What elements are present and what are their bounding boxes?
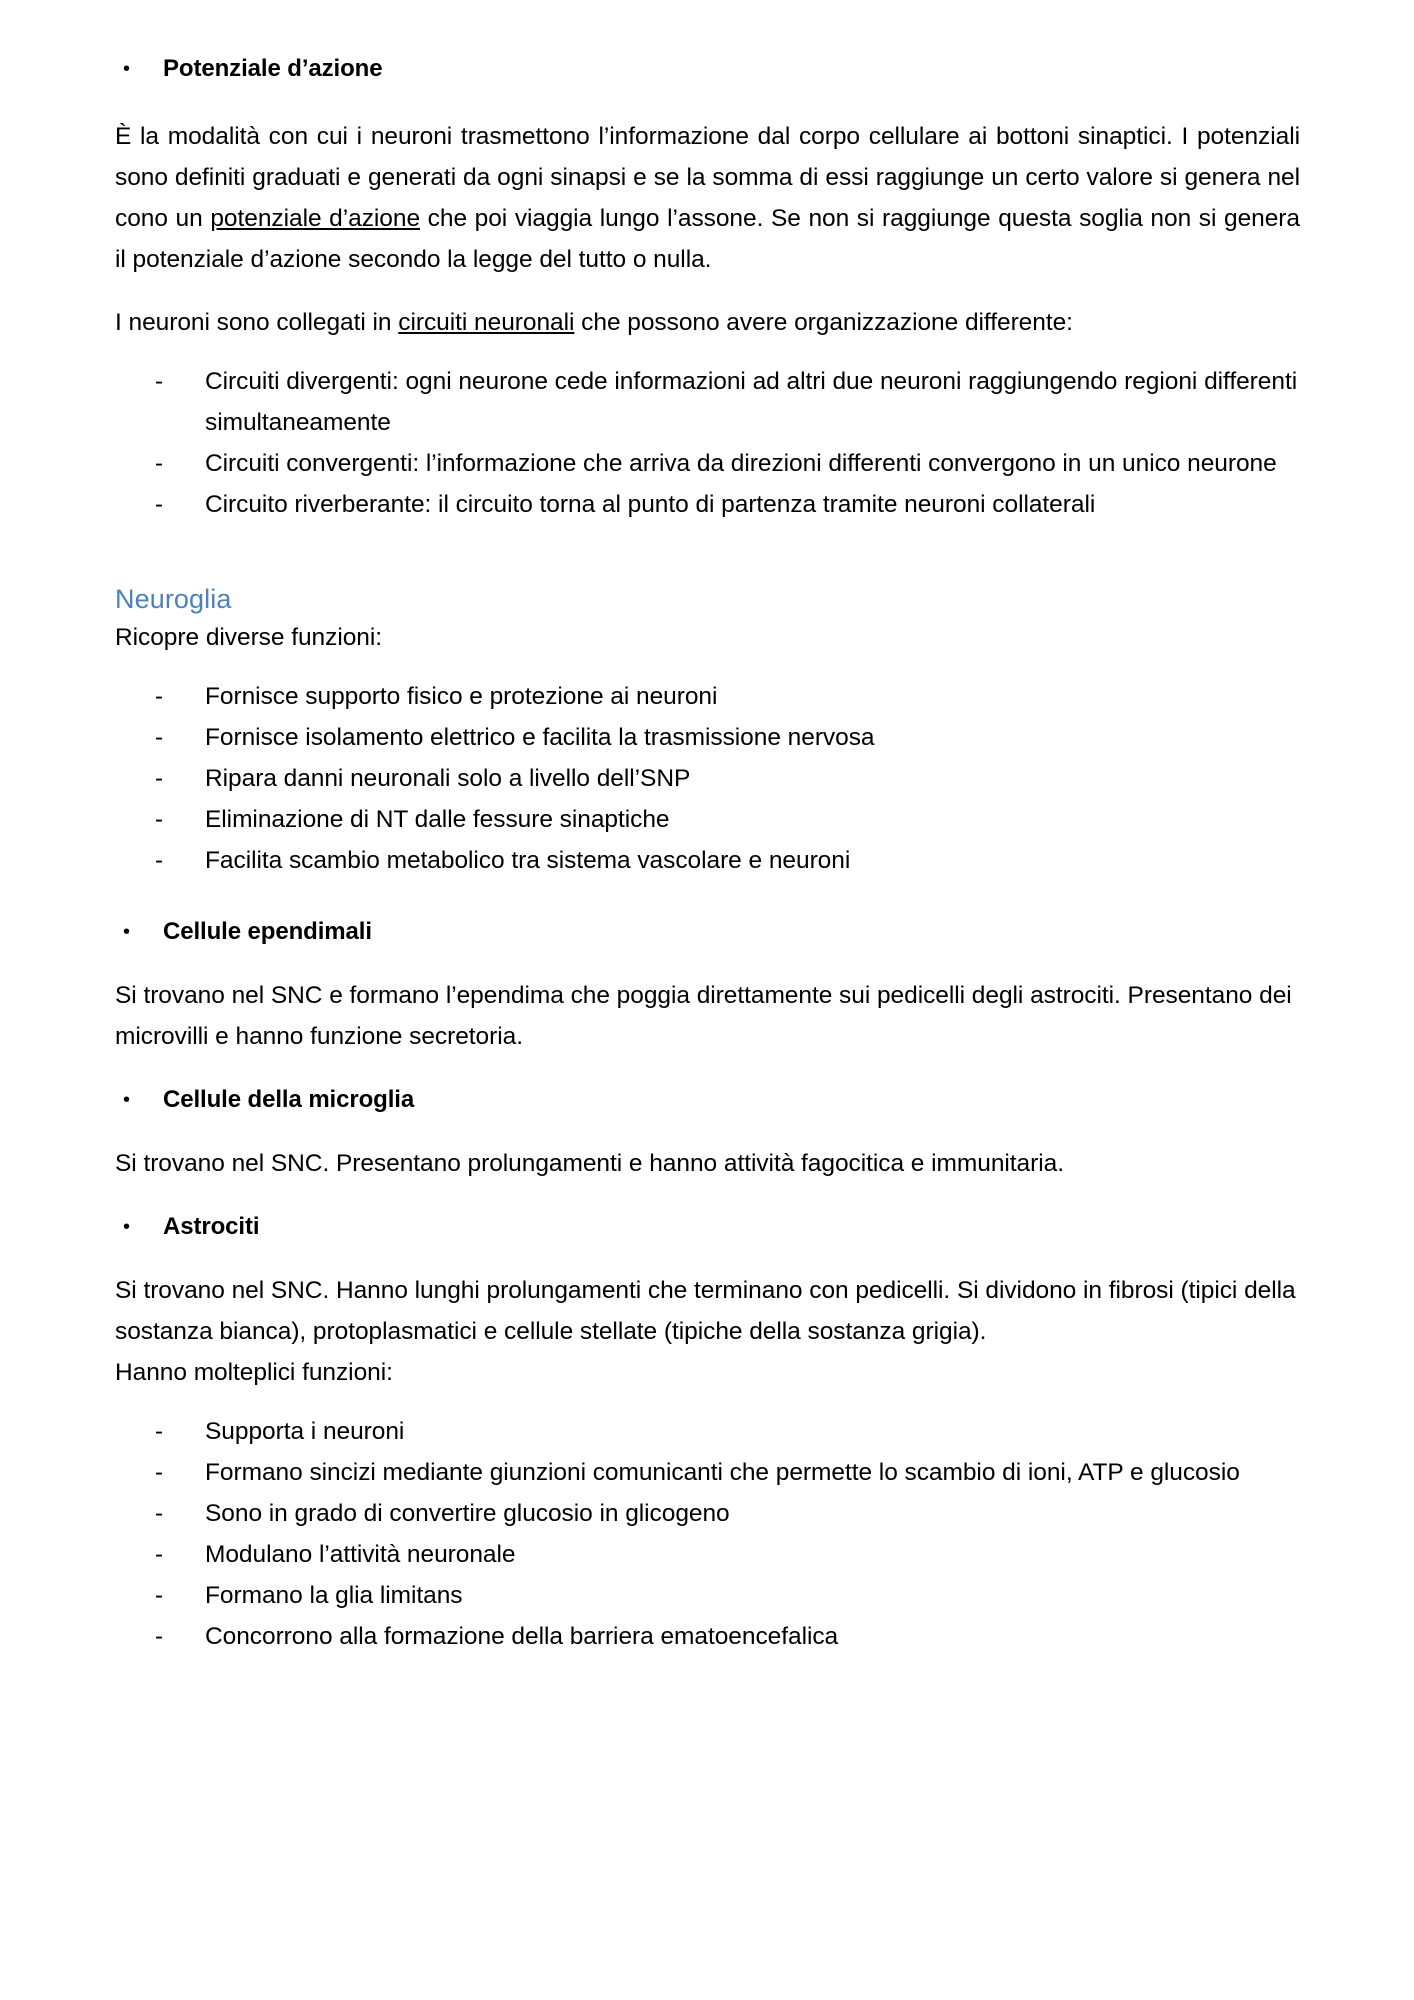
list-item bbox=[115, 443, 1300, 484]
list-item bbox=[115, 361, 1300, 443]
underlined-term-circuiti-neuronali: circuiti neuronali bbox=[398, 309, 575, 336]
list-item-label: Circuiti divergenti: ogni neurone cede informazioni ad altri due neuroni raggiungendo regioni differenti simultaneamente bbox=[205, 368, 1298, 436]
paragraph-cellule-microglia: Si trovano nel SNC. Presentano prolungamenti e hanno attività fagocitica e immunitaria. bbox=[115, 1150, 1064, 1177]
heading-label: Cellule della microglia bbox=[163, 1086, 415, 1113]
list-neuroglia-funzioni bbox=[115, 676, 1300, 881]
dash-bullet-icon: - bbox=[155, 491, 163, 518]
heading-label: Cellule ependimali bbox=[163, 918, 372, 945]
bullet-dot-icon: • bbox=[123, 58, 131, 80]
list-item-label: Sono in grado di convertire glucosio in glicogeno bbox=[205, 1500, 730, 1527]
list-item bbox=[115, 799, 1300, 840]
heading-label: Astrociti bbox=[163, 1213, 260, 1240]
dash-bullet-icon: - bbox=[155, 1418, 163, 1445]
list-item-label: Ripara danni neuronali solo a livello dell’SNP bbox=[205, 765, 691, 792]
list-item-label: Concorrono alla formazione della barriera ematoencefalica bbox=[205, 1623, 839, 1650]
dash-bullet-icon: - bbox=[155, 806, 163, 833]
list-item-label: Circuiti convergenti: l’informazione che arriva da direzioni differenti convergono in un unico neurone bbox=[205, 450, 1277, 477]
heading-cellule-ependimali bbox=[115, 915, 1300, 949]
list-item bbox=[115, 840, 1300, 881]
list-item bbox=[115, 717, 1300, 758]
paragraph-neuroglia-intro: Ricopre diverse funzioni: bbox=[115, 624, 383, 651]
list-item-label: Formano sincizi mediante giunzioni comunicanti che permette lo scambio di ioni, ATP e glucosio bbox=[205, 1459, 1240, 1486]
list-item-label: Circuito riverberante: il circuito torna al punto di partenza tramite neuroni collaterali bbox=[205, 491, 1096, 518]
list-item bbox=[115, 676, 1300, 717]
list-item-label: Eliminazione di NT dalle fessure sinaptiche bbox=[205, 806, 670, 833]
paragraph-potenziale-azione bbox=[115, 116, 1300, 280]
dash-bullet-icon: - bbox=[155, 1582, 163, 1609]
list-item bbox=[115, 1575, 1300, 1616]
section-heading-neuroglia: Neuroglia bbox=[115, 584, 232, 614]
bullet-dot-icon: • bbox=[123, 1216, 131, 1238]
paragraph-text-part1: I neuroni sono collegati in bbox=[115, 309, 399, 336]
paragraph-astrociti-funzioni-intro: Hanno molteplici funzioni: bbox=[115, 1359, 393, 1386]
dash-bullet-icon: - bbox=[155, 683, 163, 710]
paragraph-text-part2: che poi viaggia lungo l’assone. Se non si raggiunge questa soglia non si genera il potenziale d’azione secondo la legge del tutto o nulla. bbox=[115, 205, 1300, 273]
list-item-label: Fornisce supporto fisico e protezione ai neuroni bbox=[205, 683, 718, 710]
dash-bullet-icon: - bbox=[155, 1500, 163, 1527]
list-item bbox=[115, 1452, 1300, 1493]
bullet-dot-icon: • bbox=[123, 1089, 131, 1111]
heading-astrociti bbox=[115, 1210, 1300, 1244]
dash-bullet-icon: - bbox=[155, 1623, 163, 1650]
list-item-label: Fornisce isolamento elettrico e facilita la trasmissione nervosa bbox=[205, 724, 875, 751]
list-item-label: Formano la glia limitans bbox=[205, 1582, 463, 1609]
dash-bullet-icon: - bbox=[155, 368, 163, 395]
dash-bullet-icon: - bbox=[155, 724, 163, 751]
dash-bullet-icon: - bbox=[155, 450, 163, 477]
paragraph-text-part1: È la modalità con cui i neuroni trasmettono l’informazione dal corpo cellulare ai bottoni sinaptici. I potenziali sono definiti graduati e generati da ogni sinapsi e se la somma di essi raggiunge un certo valore si genera nel cono un bbox=[115, 123, 1300, 232]
paragraph-cellule-ependimali: Si trovano nel SNC e formano l’ependima che poggia direttamente sui pedicelli degli astrociti. Presentano dei microvilli e hanno funzione secretoria. bbox=[115, 982, 1292, 1050]
dash-bullet-icon: - bbox=[155, 1541, 163, 1568]
paragraph-circuiti-intro bbox=[115, 302, 1300, 343]
list-item bbox=[115, 1534, 1300, 1575]
list-circuiti bbox=[115, 361, 1300, 525]
dash-bullet-icon: - bbox=[155, 847, 163, 874]
list-item bbox=[115, 1411, 1300, 1452]
list-item-label: Supporta i neuroni bbox=[205, 1418, 405, 1445]
list-item bbox=[115, 758, 1300, 799]
list-item-label: Facilita scambio metabolico tra sistema vascolare e neuroni bbox=[205, 847, 851, 874]
bullet-dot-icon: • bbox=[123, 921, 131, 943]
list-astrociti-funzioni bbox=[115, 1411, 1300, 1657]
dash-bullet-icon: - bbox=[155, 765, 163, 792]
dash-bullet-icon: - bbox=[155, 1459, 163, 1486]
list-item bbox=[115, 1493, 1300, 1534]
heading-cellule-microglia bbox=[115, 1083, 1300, 1117]
paragraph-text-part2: che possono avere organizzazione differente: bbox=[574, 309, 1073, 336]
heading-potenziale-azione bbox=[115, 52, 1300, 86]
paragraph-astrociti: Si trovano nel SNC. Hanno lunghi prolungamenti che terminano con pedicelli. Si dividono in fibrosi (tipici della sostanza bianca), protoplasmatici e cellule stellate (tipiche della sostanza grigia). bbox=[115, 1277, 1296, 1345]
document-content bbox=[115, 52, 1300, 1657]
list-item-label: Modulano l’attività neuronale bbox=[205, 1541, 516, 1568]
underlined-term-potenziale-azione: potenziale d’azione bbox=[210, 205, 421, 232]
list-item bbox=[115, 1616, 1300, 1657]
list-item bbox=[115, 484, 1300, 525]
heading-label: Potenziale d’azione bbox=[163, 55, 383, 82]
